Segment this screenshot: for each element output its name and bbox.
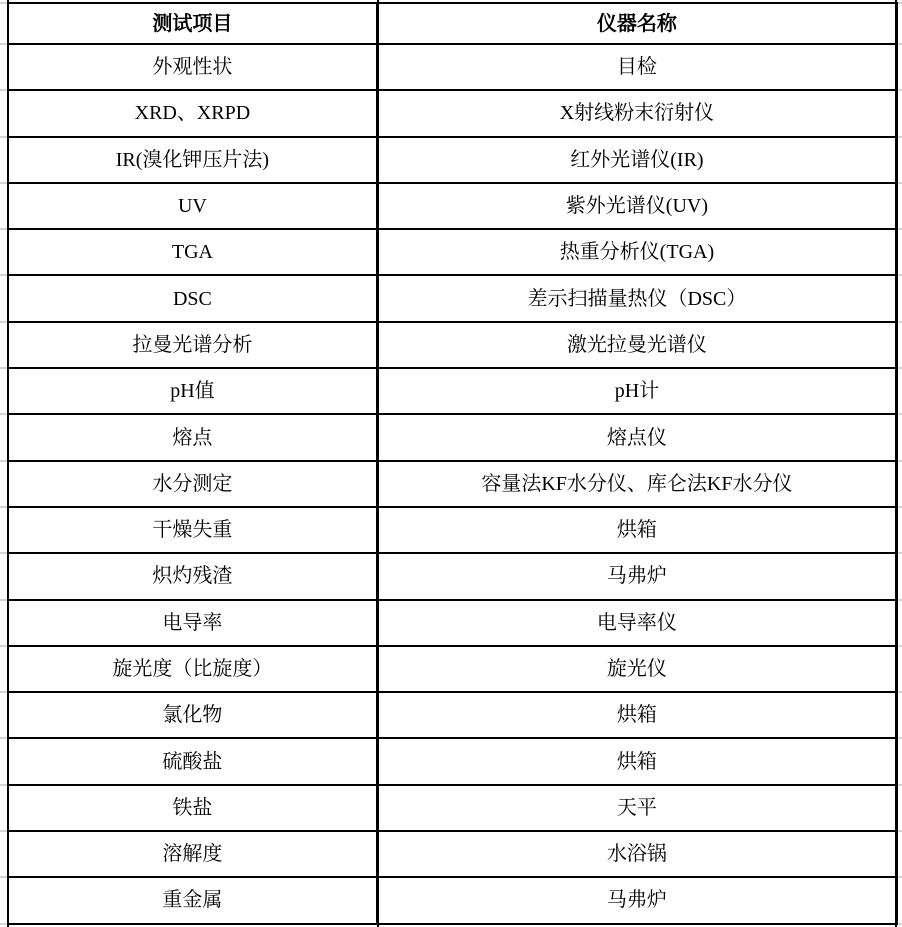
gridline-edge-tick: [898, 506, 902, 508]
gridline-edge-tick: [0, 599, 7, 601]
test-item-cell: UV: [8, 183, 377, 229]
gridline-edge-tick: [898, 599, 902, 601]
gridline-edge-tick: [0, 43, 7, 45]
gridline-edge-tick: [0, 136, 7, 138]
table-row: [8, 507, 897, 553]
gridline-edge-tick: [0, 2, 7, 4]
gridline-edge-tick: [898, 737, 902, 739]
table-row: [8, 785, 897, 831]
test-item-cell: 熔点: [8, 414, 377, 460]
test-item-cell: 外观性状: [8, 44, 377, 90]
instrument-name-cell: 马弗炉: [377, 877, 897, 923]
gridline-edge-tick: [898, 784, 902, 786]
gridline-edge-tick: [0, 460, 7, 462]
instrument-name-cell: 激光拉曼光谱仪: [377, 322, 897, 368]
test-item-cell: 炽灼残渣: [8, 553, 377, 599]
gridline-edge-tick: [0, 923, 7, 925]
gridline-edge-tick: [898, 89, 902, 91]
column-header-instrument-name: 仪器名称: [377, 3, 897, 44]
instrument-name-cell: 旋光仪: [377, 646, 897, 692]
table-row: [8, 368, 897, 414]
instrument-name-cell: 红外光谱仪(IR): [377, 137, 897, 183]
test-item-cell: XRD、XRPD: [8, 90, 377, 136]
column-header-test-item: 测试项目: [8, 3, 377, 44]
gridline-edge-tick: [0, 413, 7, 415]
gridline-edge-tick: [898, 691, 902, 693]
test-item-cell: IR(溴化钾压片法): [8, 137, 377, 183]
table-row: [8, 553, 897, 599]
gridline-edge-tick: [0, 274, 7, 276]
gridline-edge-tick: [898, 923, 902, 925]
gridline-edge-tick: [898, 645, 902, 647]
table-row: [8, 600, 897, 646]
gridline-edge-tick: [898, 228, 902, 230]
test-instrument-table: [7, 2, 898, 925]
instrument-name-cell: 天平: [377, 785, 897, 831]
gridline-edge-tick: [898, 876, 902, 878]
gridline-edge-tick: [898, 2, 902, 4]
table-row: [8, 183, 897, 229]
table-header-row: [8, 3, 897, 44]
instrument-name-cell: 电导率仪: [377, 600, 897, 646]
table-row: [8, 137, 897, 183]
gridline-edge-tick: [0, 876, 7, 878]
test-item-cell: 水分测定: [8, 461, 377, 507]
gridline-edge-tick: [0, 367, 7, 369]
gridline-edge-tick: [0, 830, 7, 832]
instrument-name-cell: 热重分析仪(TGA): [377, 229, 897, 275]
gridline-edge-tick: [0, 228, 7, 230]
instrument-name-cell: 紫外光谱仪(UV): [377, 183, 897, 229]
gridline-edge-tick: [898, 274, 902, 276]
instrument-name-cell: 差示扫描量热仪（DSC）: [377, 275, 897, 321]
table-row: [8, 877, 897, 923]
gridline-edge-tick: [0, 506, 7, 508]
test-item-cell: 电导率: [8, 600, 377, 646]
gridline-edge-tick: [0, 737, 7, 739]
instrument-name-cell: 烘箱: [377, 692, 897, 738]
gridline-edge-tick: [898, 830, 902, 832]
test-item-cell: 拉曼光谱分析: [8, 322, 377, 368]
table-row: [8, 461, 897, 507]
test-item-cell: 干燥失重: [8, 507, 377, 553]
gridline-edge-tick: [0, 321, 7, 323]
instrument-name-cell: 目检: [377, 44, 897, 90]
instrument-name-cell: 烘箱: [377, 738, 897, 784]
gridline-edge-tick: [0, 691, 7, 693]
test-item-cell: 溶解度: [8, 831, 377, 877]
instrument-name-cell: X射线粉末衍射仪: [377, 90, 897, 136]
gridline-edge-tick: [898, 321, 902, 323]
test-item-cell: 重金属: [8, 877, 377, 923]
table-row: [8, 692, 897, 738]
gridline-edge-tick: [0, 182, 7, 184]
test-item-cell: 铁盐: [8, 785, 377, 831]
instrument-name-cell: pH计: [377, 368, 897, 414]
instrument-name-cell: 水浴锅: [377, 831, 897, 877]
table-row: [8, 414, 897, 460]
test-item-cell: 旋光度（比旋度）: [8, 646, 377, 692]
table-row: [8, 44, 897, 90]
gridline-edge-tick: [0, 645, 7, 647]
table-row: [8, 275, 897, 321]
gridline-edge-tick: [898, 367, 902, 369]
test-item-cell: DSC: [8, 275, 377, 321]
instrument-table-body: [8, 44, 897, 924]
gridline-edge-tick: [898, 43, 902, 45]
test-item-cell: 氯化物: [8, 692, 377, 738]
instrument-name-cell: 烘箱: [377, 507, 897, 553]
table-row: [8, 831, 897, 877]
gridline-edge-tick: [0, 552, 7, 554]
instrument-name-cell: 容量法KF水分仪、库仑法KF水分仪: [377, 461, 897, 507]
table-row: [8, 646, 897, 692]
instrument-name-cell: 马弗炉: [377, 553, 897, 599]
gridline-edge-tick: [0, 89, 7, 91]
gridline-edge-tick: [898, 136, 902, 138]
table-row: [8, 229, 897, 275]
test-item-cell: 硫酸盐: [8, 738, 377, 784]
test-item-cell: TGA: [8, 229, 377, 275]
table-row: [8, 738, 897, 784]
gridline-edge-tick: [898, 413, 902, 415]
gridline-edge-tick: [898, 552, 902, 554]
gridline-edge-tick: [898, 460, 902, 462]
gridline-edge-tick: [898, 182, 902, 184]
gridline-edge-tick: [0, 784, 7, 786]
table-row: [8, 90, 897, 136]
table-row: [8, 322, 897, 368]
test-item-cell: pH值: [8, 368, 377, 414]
instrument-name-cell: 熔点仪: [377, 414, 897, 460]
